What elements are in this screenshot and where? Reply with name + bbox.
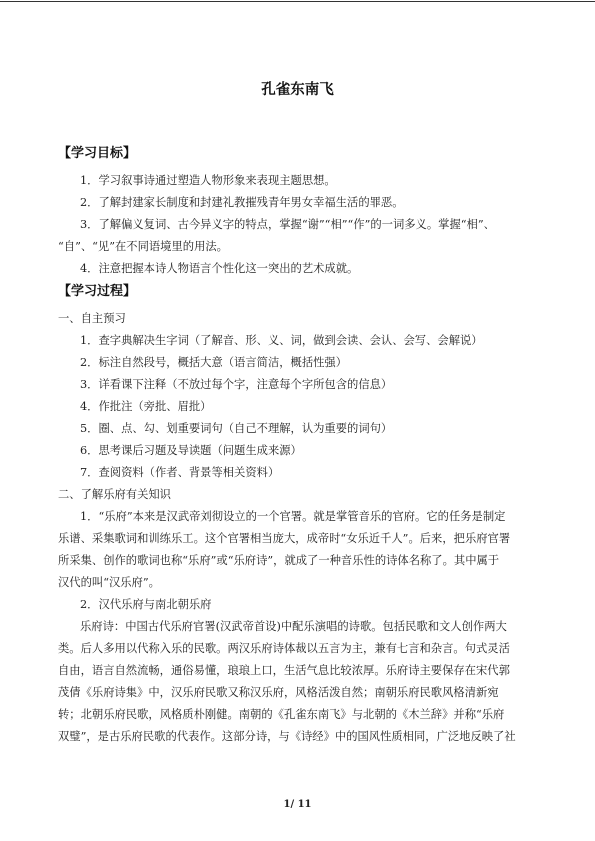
- yuefu-paragraph-line: 转；北朝乐府民歌，风格质朴刚健。南朝的《孔雀东南飞》与北朝的《木兰辞》并称“乐府: [58, 708, 505, 721]
- goal-item-continued: “自”、“见”在不同语境里的用法。: [58, 240, 228, 253]
- preview-item: 7．查阅资料（作者、背景等相关资料）: [80, 466, 280, 479]
- section-heading-process: 【学习过程】: [58, 284, 137, 299]
- header-rule: [0, 1, 595, 2]
- yuefu-paragraph-line: 汉代的叫“汉乐府”。: [58, 576, 160, 589]
- yuefu-paragraph-line: 乐谱、采集歌词和训练乐工。这个官署相当庞大，成帝时“女乐近千人”。后来，把乐府官署: [58, 532, 511, 545]
- preview-item: 6．思考课后习题及导读题（问题生成来源）: [80, 444, 302, 457]
- goal-item: 4．注意把握本诗人物语言个性化这一突出的艺术成就。: [80, 262, 359, 275]
- preview-item: 4．作批注（旁批、眉批）: [80, 400, 212, 413]
- yuefu-paragraph-line: 所采集、创作的歌词也称“乐府”或“乐府诗”，就成了一种音乐性的诗体名称了。其中属于: [58, 554, 500, 567]
- document-body: [58, 144, 543, 748]
- section-heading-goals: 【学习目标】: [58, 146, 137, 161]
- preview-item: 2．标注自然段号，概括大意（语言简洁，概括性强）: [80, 356, 348, 369]
- preview-item: 5．圈、点、勾、划重要词句（自己不理解，认为重要的词句）: [80, 422, 393, 435]
- goal-item: 1．学习叙事诗通过塑造人物形象来表现主题思想。: [80, 174, 336, 187]
- yuefu-paragraph-line: 双璧”，是古乐府民歌的代表作。这部分诗，与《诗经》中的国风性质相同，广泛地反映了社: [58, 730, 516, 743]
- yuefu-paragraph-line: 乐府诗：中国古代乐府官署(汉武帝首设)中配乐演唱的诗歌。包括民歌和文人创作两大: [80, 620, 507, 633]
- yuefu-paragraph-line: 类。后人多用以代称入乐的民歌。两汉乐府诗体裁以五言为主，兼有七言和杂言。句式灵活: [58, 642, 510, 655]
- preview-item: 3．详看课下注释（不放过每个字，注意每个字所包含的信息）: [80, 378, 393, 391]
- page-title: 孔雀东南飞: [261, 82, 334, 98]
- yuefu-paragraph-line: 1．“乐府”本来是汉武帝刘彻设立的一个官署。就是掌管音乐的官府。它的任务是制定: [80, 510, 506, 523]
- goal-item: 2．了解封建家长制度和封建礼教摧残青年男女幸福生活的罪恶。: [80, 196, 404, 209]
- part-title-yuefu: 二、了解乐府有关知识: [58, 488, 171, 501]
- page-number: 1/ 11: [283, 799, 312, 810]
- yuefu-paragraph-line: 自由，语言自然流畅，通俗易懂，琅琅上口，生活气息比较浓厚。乐府诗主要保存在宋代郭: [58, 664, 510, 677]
- part-title-preview: 一、自主预习: [58, 312, 126, 325]
- yuefu-paragraph-line: 茂倩《乐府诗集》中，汉乐府民歌又称汉乐府，风格活泼自然；南朝乐府民歌风格清新宛: [58, 686, 499, 699]
- yuefu-subheading: 2．汉代乐府与南北朝乐府: [80, 598, 212, 611]
- goal-item: 3．了解偏义复词、古今异义字的特点，掌握“谢”“相”“作”的一词多义。掌握“相”、: [80, 218, 495, 231]
- preview-item: 1．查字典解决生字词（了解音、形、义、词，做到会读、会认、会写、会解说）: [80, 334, 483, 347]
